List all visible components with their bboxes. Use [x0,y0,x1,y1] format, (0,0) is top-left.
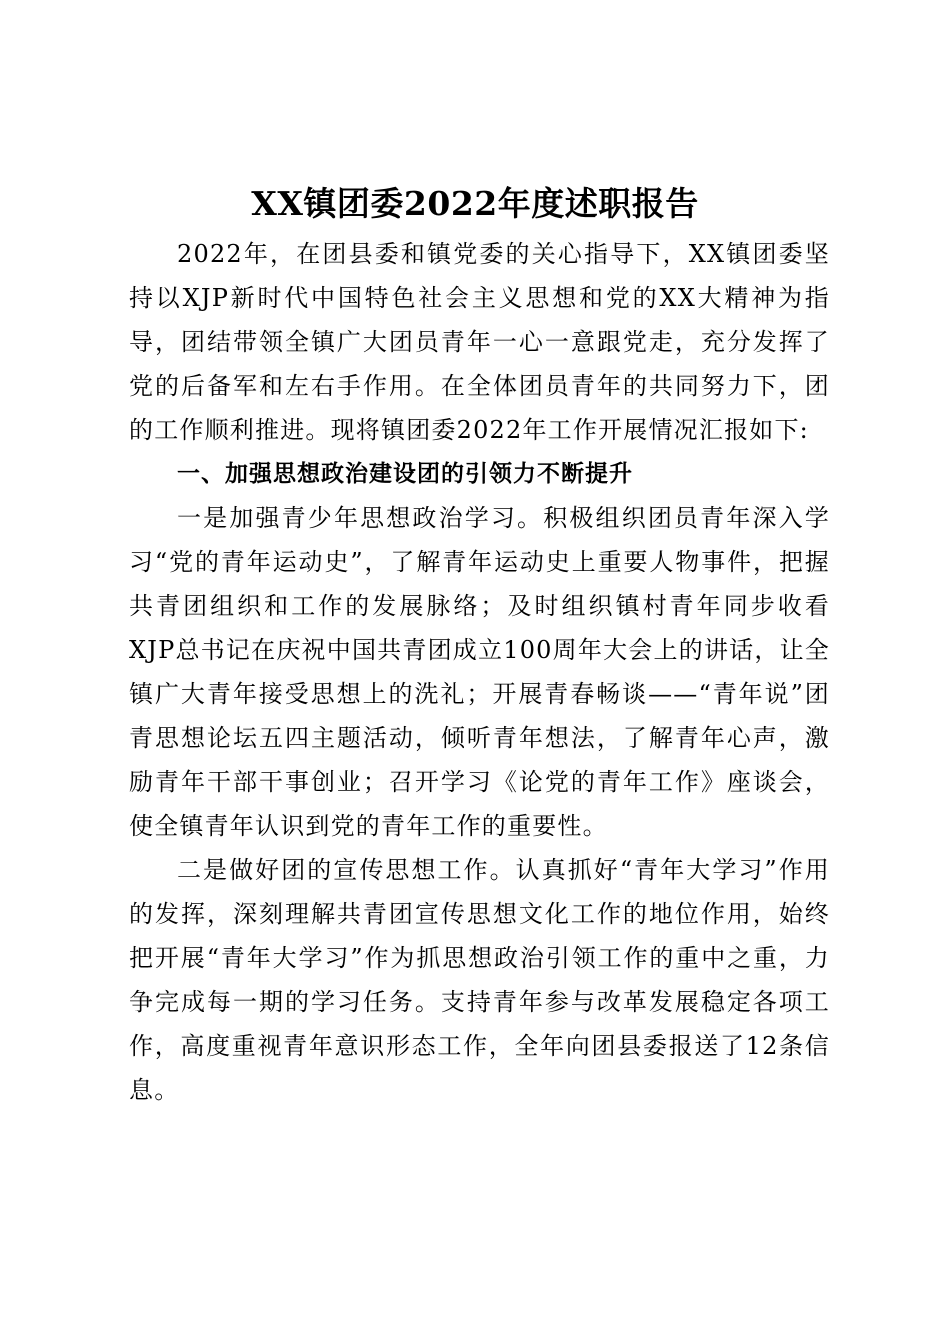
section-heading: 一、加强思想政治建设团的引领力不断提升 [177,461,633,487]
paragraph-publicity-work: 二是做好团的宣传思想工作。认真抓好“青年大学习”作用的发挥，深刻理解共青团宣传思想文化工作的地位作用，始终把开展“青年大学习”作为抓思想政治引领工作的重中之重，力争完成每一期的学习任务。支持青年参与改革发展稳定各项工作，高度重视青年意识形态工作，全年向团县委报送了12条信息。 [129,856,830,1104]
document-title: XX镇团委2022年度述职报告 [251,184,699,223]
intro-paragraph: 2022年，在团县委和镇党委的关心指导下，XX镇团委坚持以XJP新时代中国特色社会主义思想和党的XX大精神为指导，团结带领全镇广大团员青年一心一意跟党走，充分发挥了党的后备军和左右手作用。在全体团员青年的共同努力下，团的工作顺利推进。现将镇团委2022年工作开展情况汇报如下: [129,240,830,444]
document-body [129,232,830,1112]
paragraph-political-study: 一是加强青少年思想政治学习。积极组织团员青年深入学习“党的青年运动史”，了解青年运动史上重要人物事件，把握共青团组织和工作的发展脉络；及时组织镇村青年同步收看XJP总书记在庆祝中国共青团成立100周年大会上的讲话，让全镇广大青年接受思想上的洗礼；开展青春畅谈——“青年说”团青思想论坛五四主题活动，倾听青年想法，了解青年心声，激励青年干部干事创业；召开学习《论党的青年工作》座谈会，使全镇青年认识到党的青年工作的重要性。 [129,504,830,840]
